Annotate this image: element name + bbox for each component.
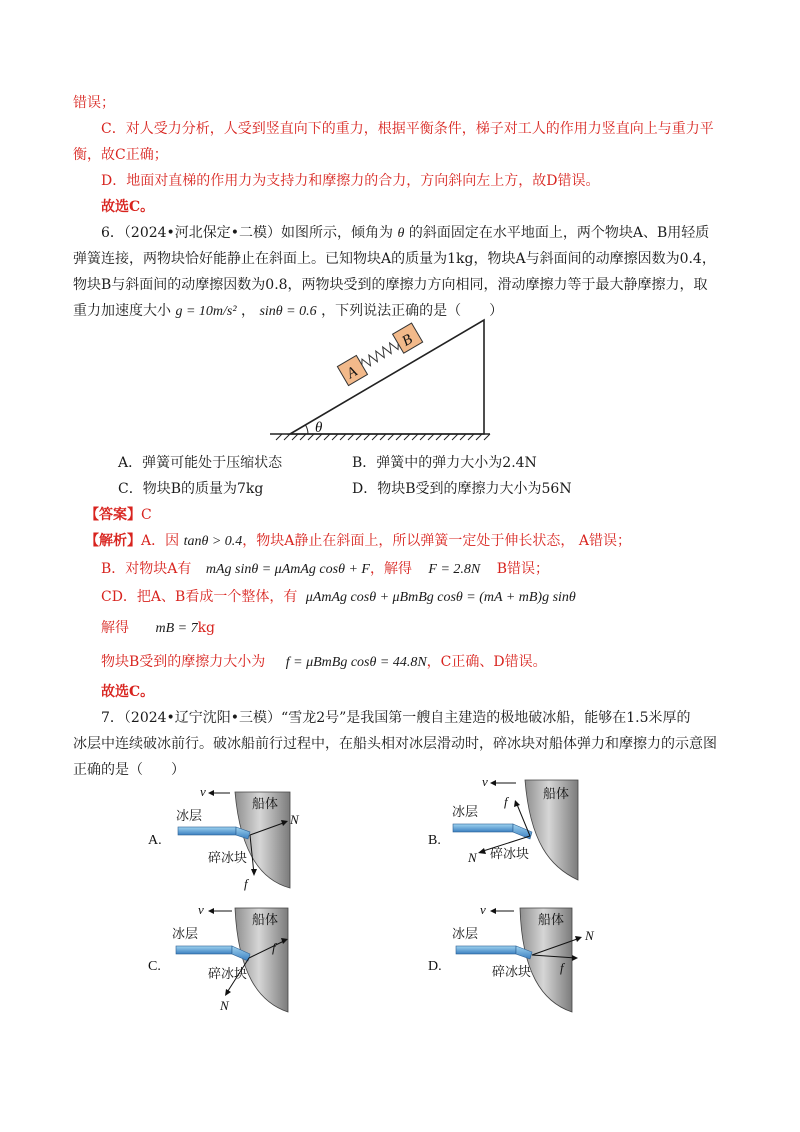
letter: C. [148,959,161,974]
prev-conclusion: 故选C。 [101,199,155,215]
letter: B. [428,833,441,848]
q6-sin-equation: sinθ = 0.6 [259,304,317,319]
prev-text-line: C．对人受力分析，人受到竖直向下的重力，根据平衡条件，梯子对工人的作用力竖直向上与重力平 [101,121,714,137]
theta-label: θ [315,420,323,436]
prev-text-line: 衡，故C正确； [73,147,168,163]
q6-stem-text: 重力加速度大小 [73,303,171,319]
v-label: v [198,902,204,917]
letter: D. [428,959,442,974]
answer-label: 【答案】 [85,507,141,523]
analysis-conclusion: 故选C。 [101,684,155,700]
ice-layer [456,946,516,954]
v-label: v [482,774,488,789]
spring [359,339,400,369]
N-label: N [220,998,229,1013]
analysis-line [101,586,576,609]
ground-hatching [270,434,490,440]
q7-stem-line: 正确的是（ ） [73,762,185,778]
q6-g-equation: g = 10m/s² [175,304,237,319]
ice-label: 冰层 [176,808,203,823]
analysis-text: CD．把A、B看成一个整体，有 [101,589,298,605]
debris-label: 碎冰块 [208,966,248,981]
analysis-text: 物块B受到的摩擦力大小为 [101,654,266,670]
answer-value: C [141,507,152,523]
analysis-text: ，C正确、D错误。 [426,654,547,670]
q6-theta: θ [397,226,405,241]
v-label: v [200,784,206,799]
unit-kg: kg [197,620,216,636]
debris-label: 碎冰块 [492,964,532,979]
equation-whole: μAmAg cosθ + μBmBg cosθ = (mA + mB)g sinθ [305,590,576,605]
ice-label: 冰层 [452,804,479,819]
ice-label: 冰层 [452,926,479,941]
icebreaker-figure-b [420,772,610,887]
option-d: D．物块B受到的摩擦力大小为56N [352,481,572,497]
analysis-text: B错误； [496,561,550,577]
incline-wedge [290,320,484,434]
f-label: f [560,960,564,975]
hull-label: 船体 [252,912,279,927]
block-a-label: A [344,363,361,383]
tan-inequality: tanθ > 0.4 [183,534,243,549]
q6-stem-line [101,222,709,245]
equation-friction: f = μBmBg cosθ = 44.8N [285,655,427,670]
letter: A. [148,833,162,848]
icebreaker-figure-c [140,900,330,1020]
icebreaker-figure-a [140,780,330,895]
option-c: C．物块B的质量为7kg [118,481,264,497]
q6-stem-text: 的斜面固定在水平地面上，两个物块A、B用轻质 [408,225,710,241]
prev-text-line: D．地面对直梯的作用力为支持力和摩擦力的合力，方向斜向左上方，故D错误。 [101,173,600,189]
theta-arc [306,425,309,434]
q6-separator: ， [241,303,255,319]
answer [85,504,152,526]
ice-layer [178,827,236,835]
equation-a: mAg sinθ = μAmAg cosθ + F [205,562,370,577]
v-label: v [480,902,486,917]
q6-stem-text: ，下列说法正确的是（ ） [321,303,504,319]
ice-label: 冰层 [172,926,199,941]
analysis-text: B．对物块A有 [101,561,192,577]
analysis-line [85,530,631,553]
ice-layer [453,824,513,832]
analysis-line [101,651,547,674]
incline-figure [260,318,500,440]
analysis-text: ，解得 [369,561,412,577]
analysis-text: A．因 [141,533,180,549]
hull-label: 船体 [252,796,279,811]
q6-stem-text: 6．（2024•河北保定•二模）如图所示，倾角为 [101,225,394,241]
analysis-label: 【解析】 [85,533,141,549]
f-label: f [272,940,276,955]
hull-label: 船体 [543,786,570,801]
hull-label: 船体 [538,912,565,927]
q7-stem-line: 7．（2024•辽宁沈阳•三模）“雪龙2号”是我国第一艘自主建造的极地破冰船，能够在1.5米厚的 [101,710,691,726]
result-f: F = 2.8N [428,562,481,577]
N-label: N [585,928,594,943]
f-label: f [244,876,248,891]
option-a: A．弹簧可能处于压缩状态 [118,455,283,471]
debris-label: 碎冰块 [208,850,248,865]
icebreaker-figure-d [420,900,610,1020]
block-b-label: B [399,331,416,350]
N-label: N [290,812,299,827]
N-label: N [468,850,477,865]
result-mb: mB = 7 [155,621,198,636]
analysis-line [101,558,549,581]
q7-stem-line: 冰层中连续破冰前行。破冰船前行过程中，在船头相对冰层滑动时，碎冰块对船体弹力和摩擦力的示意图 [73,736,717,752]
analysis-text: ，物块A静止在斜面上，所以弹簧一定处于伸长状态， A错误； [242,533,631,549]
debris-label: 碎冰块 [490,846,530,861]
f-label: f [504,794,508,809]
option-b: B．弹簧中的弹力大小为2.4N [352,455,537,471]
prev-text-line: 错误； [73,95,115,111]
analysis-line [101,617,215,640]
analysis-text: 解得 [101,620,129,636]
q6-stem-line: 弹簧连接，两物块恰好能静止在斜面上。已知物块A的质量为1kg，物块A与斜面间的动摩擦因数为0.4， [73,251,716,267]
q6-stem-line: 物块B与斜面间的动摩擦因数为0.8，两物块受到的摩擦力方向相同，滑动摩擦力等于最大静摩擦力，取 [73,277,708,293]
ice-layer [176,946,232,954]
